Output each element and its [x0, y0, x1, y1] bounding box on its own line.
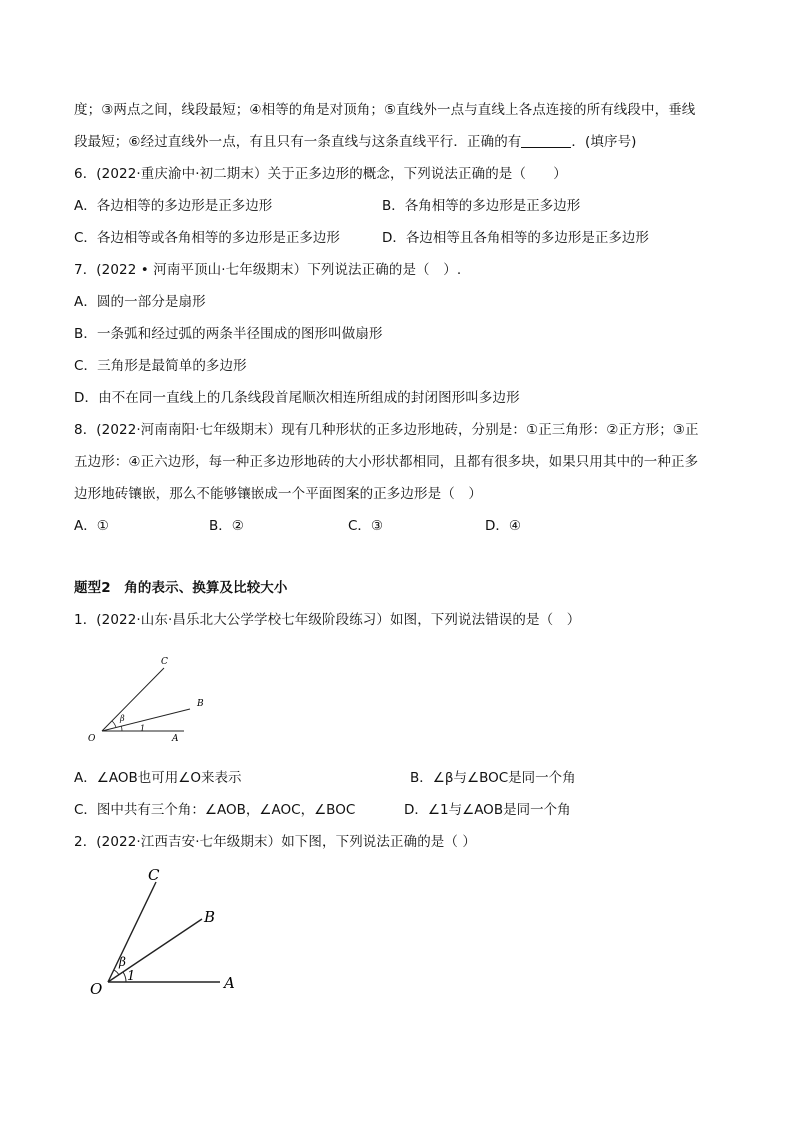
label-a: A [224, 974, 235, 992]
label-b: B [204, 908, 216, 926]
label-o: O [88, 734, 96, 744]
q7-option-b[interactable]: B．一条弧和经过弧的两条半径围成的图形叫做扇形 [74, 326, 383, 342]
s2q1-angle-figure [80, 650, 210, 746]
q7-option-d[interactable]: D．由不在同一直线上的几条线段首尾顺次相连所组成的封闭图形叫多边形 [74, 390, 520, 406]
angle-beta-arc [114, 970, 119, 975]
q7-stem: 7．(2022 • 河南平顶山·七年级期末）下列说法正确的是（ ）. [74, 262, 462, 278]
q6-option-c[interactable]: C．各边相等或各角相等的多边形是正多边形 [74, 230, 340, 246]
ray-ob [108, 919, 202, 982]
q6-stem: 6．(2022·重庆渝中·初二期末）关于正多边形的概念，下列说法正确的是（ ） [74, 166, 567, 182]
q6-option-b[interactable]: B．各角相等的多边形是正多边形 [382, 198, 581, 214]
q7-option-a[interactable]: A．圆的一部分是扇形 [74, 294, 206, 310]
label-beta: β [119, 955, 126, 969]
q8-option-d[interactable]: D．④ [485, 518, 521, 534]
label-c: C [161, 657, 168, 667]
answer-blank[interactable] [521, 133, 571, 148]
label-o: O [90, 980, 103, 998]
section-title: 题型2 角的表示、换算及比较大小 [74, 580, 288, 596]
q7-option-c[interactable]: C．三角形是最简单的多边形 [74, 358, 247, 374]
q8-line-1: 8．(2022·河南南阳·七年级期末）现有几种形状的正多边形地砖，分别是：①正三角形：②正方形；③正 [74, 422, 699, 438]
label-a: A [172, 734, 179, 744]
q8-option-c[interactable]: C．③ [348, 518, 384, 534]
q5-line-2 [74, 132, 637, 152]
label-beta: β [120, 714, 125, 723]
q6-option-a[interactable]: A．各边相等的多边形是正多边形 [74, 198, 273, 214]
s2q1-option-d[interactable]: D．∠1与∠AOB是同一个角 [404, 802, 571, 818]
q5-line-2-text: 段最短；⑥经过直线外一点，有且只有一条直线与这条直线平行．正确的有 [74, 134, 522, 150]
ray-ob [102, 709, 190, 731]
s2q1-option-b[interactable]: B．∠β与∠BOC是同一个角 [410, 770, 576, 786]
s2q1-option-c[interactable]: C．图中共有三个角：∠AOB，∠AOC，∠BOC [74, 802, 356, 818]
q8-option-a[interactable]: A．① [74, 518, 109, 534]
label-1: 1 [127, 969, 136, 984]
q8-line-2: 五边形：④正六边形，每一种正多边形地砖的大小形状都相同，且都有很多块，如果只用其中的一种正多 [74, 454, 699, 470]
angle-beta-arc [112, 721, 116, 728]
ray-oc [108, 882, 156, 982]
ray-oc [102, 668, 164, 731]
angle-1-arc [123, 972, 126, 982]
q8-option-b[interactable]: B．② [209, 518, 244, 534]
label-b: B [197, 699, 204, 709]
q6-option-d[interactable]: D．各边相等且各角相等的多边形是正多边形 [382, 230, 649, 246]
q5-line-1: 度；③两点之间，线段最短；④相等的角是对顶角；⑤直线外一点与直线上各点连接的所有线段中，垂线 [74, 102, 696, 118]
s2q1-option-a[interactable]: A．∠AOB也可用∠O来表示 [74, 770, 242, 786]
q5-line-2-suffix: ．(填序号) [571, 134, 637, 150]
label-c: C [148, 866, 160, 884]
s2q2-angle-figure [86, 862, 246, 1002]
label-1: 1 [140, 724, 146, 733]
s2q1-stem: 1．(2022·山东·昌乐北大公学学校七年级阶段练习）如图，下列说法错误的是（ ） [74, 612, 581, 628]
q8-line-3: 边形地砖镶嵌，那么不能够镶嵌成一个平面图案的正多边形是（ ） [74, 486, 482, 502]
angle-1-arc [121, 726, 122, 731]
s2q2-stem: 2．(2022·江西吉安·七年级期末）如下图，下列说法正确的是（ ） [74, 834, 476, 850]
